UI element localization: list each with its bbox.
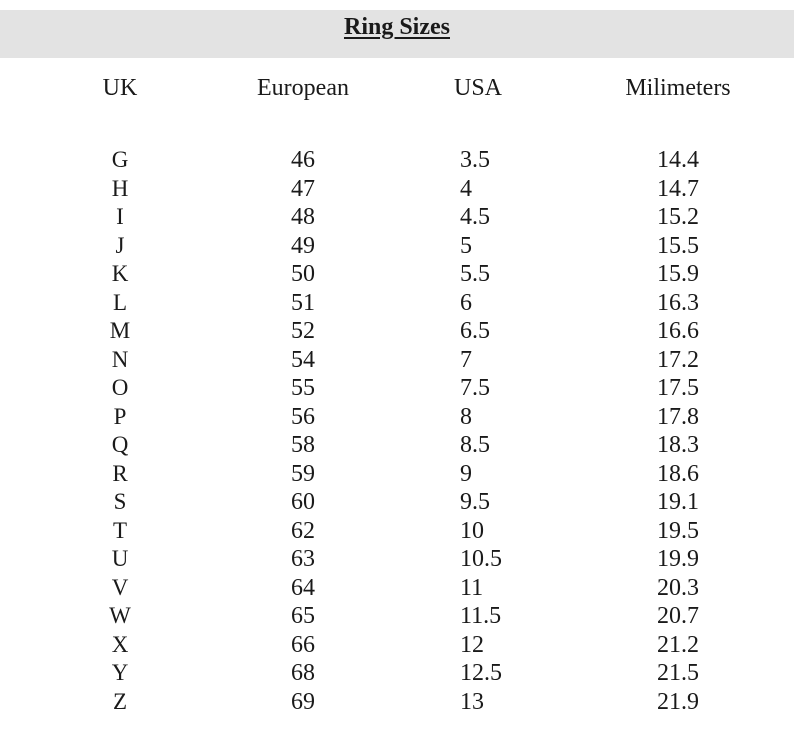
uk-cell: L bbox=[112, 289, 128, 315]
table-row bbox=[0, 260, 794, 289]
usa-cell: 6 bbox=[460, 289, 472, 316]
millimeters-cell: 21.5 bbox=[657, 660, 699, 686]
size-table-body bbox=[0, 146, 794, 716]
millimeters-cell: 20.7 bbox=[657, 603, 699, 629]
uk-cell: N bbox=[111, 346, 129, 372]
european-cell: 51 bbox=[291, 289, 315, 316]
uk-cell: Z bbox=[112, 688, 128, 714]
millimeters-cell: 15.2 bbox=[657, 204, 699, 230]
usa-cell: 5 bbox=[460, 232, 472, 259]
millimeters-cell: 16.6 bbox=[657, 318, 699, 344]
european-cell: 48 bbox=[291, 204, 315, 230]
usa-cell: 4.5 bbox=[460, 204, 490, 230]
millimeters-cell: 19.9 bbox=[657, 546, 699, 572]
header-european: European bbox=[257, 75, 349, 101]
usa-cell: 4 bbox=[460, 175, 472, 202]
european-cell: 54 bbox=[291, 346, 315, 373]
table-row bbox=[0, 688, 794, 717]
table-row bbox=[0, 602, 794, 631]
uk-cell: R bbox=[112, 460, 128, 486]
usa-cell: 8 bbox=[460, 403, 472, 430]
millimeters-cell: 17.5 bbox=[657, 375, 699, 401]
european-cell: 64 bbox=[291, 574, 315, 601]
usa-cell: 5.5 bbox=[460, 261, 490, 287]
uk-cell: Y bbox=[111, 660, 129, 685]
millimeters-cell: 19.5 bbox=[657, 517, 699, 544]
table-row bbox=[0, 545, 794, 574]
table-row bbox=[0, 403, 794, 432]
usa-cell: 13 bbox=[460, 688, 484, 715]
european-cell: 68 bbox=[291, 660, 315, 686]
european-cell: 55 bbox=[291, 375, 315, 401]
uk-cell: P bbox=[113, 403, 127, 429]
table-row bbox=[0, 460, 794, 489]
uk-cell: T bbox=[112, 517, 128, 543]
uk-cell: X bbox=[111, 631, 129, 657]
european-cell: 49 bbox=[291, 232, 315, 259]
usa-cell: 7 bbox=[460, 346, 472, 373]
european-cell: 69 bbox=[291, 688, 315, 715]
usa-cell: 10.5 bbox=[460, 546, 502, 572]
usa-cell: 7.5 bbox=[460, 375, 490, 401]
header-uk: UK bbox=[102, 75, 138, 101]
page-title: Ring Sizes bbox=[343, 14, 450, 40]
usa-cell: 11 bbox=[460, 574, 484, 601]
european-cell: 47 bbox=[291, 175, 315, 202]
millimeters-cell: 20.3 bbox=[657, 574, 699, 601]
european-cell: 59 bbox=[291, 460, 315, 487]
table-row bbox=[0, 517, 794, 546]
usa-cell: 9 bbox=[460, 460, 472, 487]
millimeters-cell: 14.7 bbox=[657, 175, 699, 202]
european-cell: 60 bbox=[291, 489, 315, 515]
uk-cell: I bbox=[116, 204, 124, 229]
millimeters-cell: 18.6 bbox=[657, 460, 699, 487]
european-cell: 63 bbox=[291, 546, 315, 572]
table-row bbox=[0, 631, 794, 660]
table-row bbox=[0, 232, 794, 261]
table-row bbox=[0, 431, 794, 460]
usa-cell: 11.5 bbox=[460, 603, 502, 629]
usa-cell: 12 bbox=[460, 631, 484, 658]
table-row bbox=[0, 346, 794, 375]
millimeters-cell: 15.9 bbox=[657, 261, 699, 287]
european-cell: 46 bbox=[291, 147, 315, 173]
table-row bbox=[0, 203, 794, 232]
millimeters-cell: 17.2 bbox=[657, 346, 699, 373]
table-row bbox=[0, 317, 794, 346]
european-cell: 56 bbox=[291, 403, 315, 430]
millimeters-cell: 21.9 bbox=[657, 688, 699, 715]
uk-cell: V bbox=[111, 574, 129, 600]
millimeters-cell: 18.3 bbox=[657, 432, 699, 458]
usa-cell: 6.5 bbox=[460, 318, 490, 344]
uk-cell: S bbox=[113, 489, 127, 514]
uk-cell: H bbox=[111, 175, 129, 201]
uk-cell: M bbox=[109, 318, 131, 343]
table-row bbox=[0, 175, 794, 204]
table-row bbox=[0, 659, 794, 688]
uk-cell: G bbox=[111, 147, 129, 172]
table-header bbox=[0, 70, 794, 106]
european-cell: 52 bbox=[291, 318, 315, 344]
usa-cell: 10 bbox=[460, 517, 484, 544]
usa-cell: 9.5 bbox=[460, 489, 490, 515]
uk-cell: K bbox=[111, 261, 129, 286]
usa-cell: 8.5 bbox=[460, 432, 490, 458]
uk-cell: O bbox=[111, 375, 129, 400]
european-cell: 66 bbox=[291, 631, 315, 658]
header-usa: USA bbox=[454, 75, 503, 101]
table-row bbox=[0, 574, 794, 603]
millimeters-cell: 16.3 bbox=[657, 289, 699, 316]
table-row bbox=[0, 289, 794, 318]
european-cell: 58 bbox=[291, 432, 315, 458]
european-cell: 65 bbox=[291, 603, 315, 629]
millimeters-cell: 15.5 bbox=[657, 232, 699, 259]
millimeters-cell: 19.1 bbox=[657, 489, 699, 515]
header-millimeters: Milimeters bbox=[625, 75, 731, 101]
usa-cell: 3.5 bbox=[460, 147, 490, 173]
uk-cell: U bbox=[111, 546, 129, 571]
usa-cell: 12.5 bbox=[460, 660, 502, 686]
european-cell: 62 bbox=[291, 517, 315, 544]
table-row bbox=[0, 374, 794, 403]
uk-cell: W bbox=[109, 603, 131, 628]
table-row bbox=[0, 146, 794, 175]
millimeters-cell: 14.4 bbox=[657, 147, 699, 173]
table-row bbox=[0, 488, 794, 517]
uk-cell: J bbox=[115, 232, 125, 258]
millimeters-cell: 21.2 bbox=[657, 631, 699, 658]
millimeters-cell: 17.8 bbox=[657, 403, 699, 430]
european-cell: 50 bbox=[291, 261, 315, 287]
uk-cell: Q bbox=[111, 432, 129, 457]
